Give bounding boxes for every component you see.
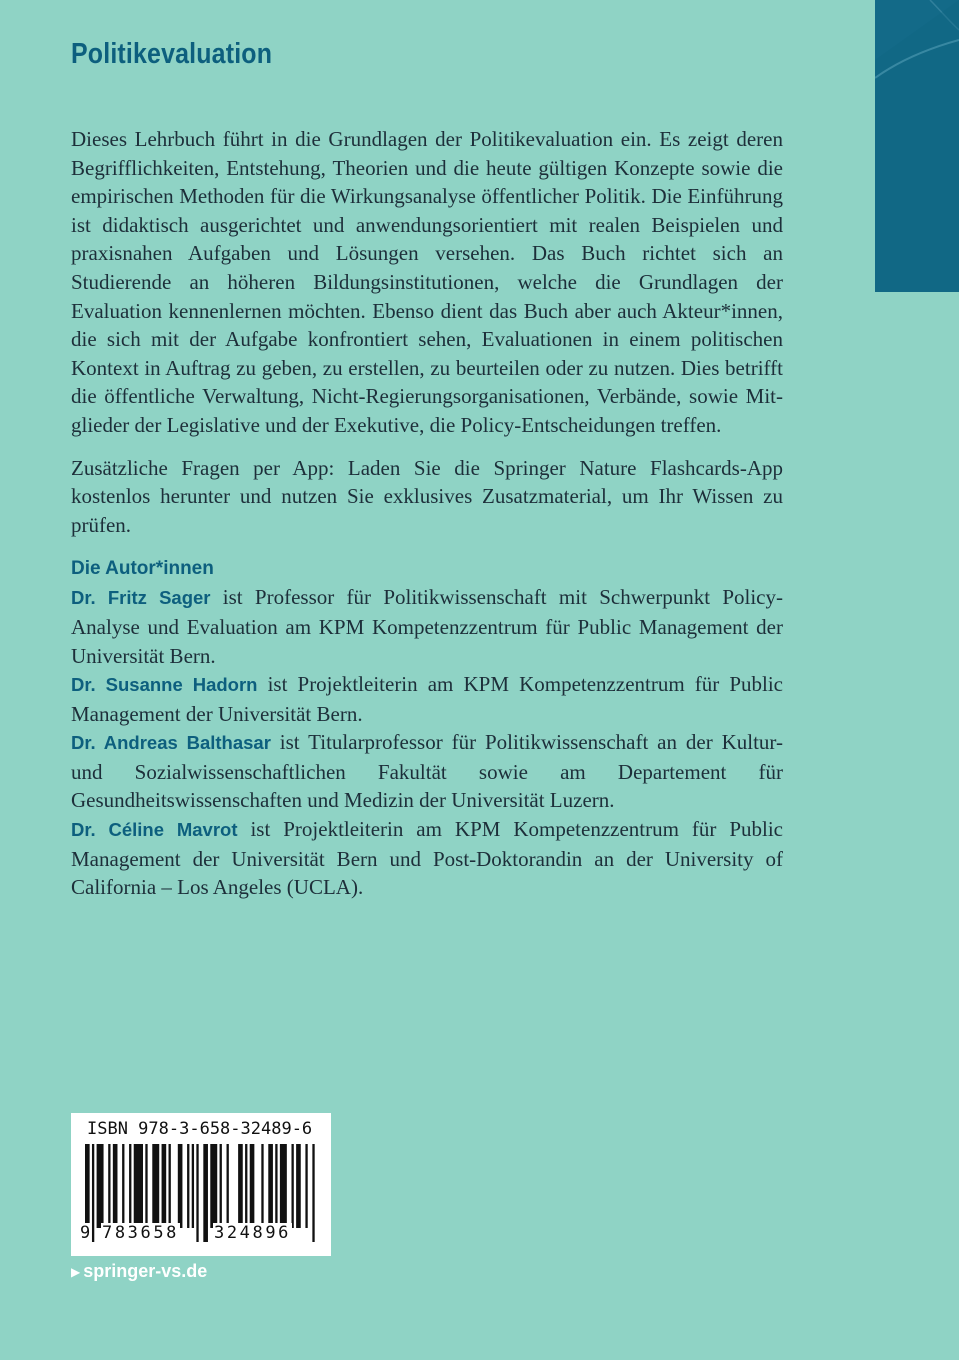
author-name: Dr. Céline Mavrot (71, 819, 238, 841)
description-paragraph: Dieses Lehrbuch führt in die Grundlagen der Politikevaluation ein. Es zeigt deren Begrifflichkeiten, Entstehung, Theorien und die heute gültigen Konzepte sowie die empirischen Methoden für die Wirkungsanalyse öffentlicher Politik. Die Einführung ist didaktisch ausgerichtet und anwendungsorientiert mit realen Beispielen und praxisnahen Aufgaben und Lösungen versehen. Das Buch richtet sich an Studierende an höheren Bildungsinstitutionen, welche die Grundlagen der Evaluation kennenlernen möchten. Ebenso dient das Buch aber auch Akteur*innen, die sich mit der Aufgabe konfrontiert sehen, Evaluationen in einem politischen Kontext in Auftrag zu geben, zu erstellen, zu beurteilen oder zu nutzen. Dies betrifft die öffentliche Verwaltung, Nicht-Regierungsorganisationen, Verbände, sowie Mitglieder der Legislative und der Exekutive, die Policy-Entscheidungen treffen. (71, 127, 783, 437)
barcode-bar (305, 1144, 307, 1228)
barcode-bar (108, 1144, 110, 1228)
barcode-bar (129, 1144, 131, 1228)
author-name: Dr. Fritz Sager (71, 587, 211, 609)
barcode-bar (169, 1144, 171, 1228)
author-name: Dr. Andreas Balthasar (71, 732, 271, 754)
barcode-bar (152, 1144, 159, 1228)
barcode-digits-right: 324896 (214, 1223, 292, 1243)
app-info-paragraph: Zusätzliche Fragen per App: Laden Sie die Springer Nature Flashcards-App kostenlos herunter und nutzen Sie exklusives Zusatzmaterial, um Ihr Wissen zu prüfen. (71, 455, 783, 537)
author-bio: ist Titularprofessor für Politikwissenschaft an der Kultur- und Sozialwissenschaftlichen Fakultät sowie am Departement für Gesundheitswissenschaften und Medizin der Universität Luzern. (71, 730, 783, 813)
barcode-digits-left: 783658 (102, 1223, 180, 1243)
book-title: Politikevaluation (71, 38, 273, 70)
barcode-bar (162, 1144, 167, 1228)
barcode-digits (71, 1223, 331, 1249)
author-bio: ist Professor für Politikwissenschaft mit Schwerpunkt Policy-Analyse und Evaluation am KPM Kompetenzzentrum für Public Management der Universität Bern. (71, 585, 783, 668)
authors-heading: Die Autor*innen (71, 558, 214, 580)
corner-decoration (875, 0, 959, 292)
barcode-bar (275, 1144, 277, 1228)
barcode-bar (192, 1144, 194, 1228)
author-bio: ist Projektleiterin am KPM Kompetenzzentrum für Public Management der Universität Bern und Post-Doktorandin an der University of California – Los Angeles (UCLA). (71, 817, 783, 900)
barcode-bar (210, 1144, 217, 1228)
author-entry (71, 728, 783, 815)
author-entry (71, 583, 783, 670)
barcode-bar (122, 1144, 124, 1228)
author-entry (71, 815, 783, 902)
barcode-bar (261, 1144, 263, 1228)
author-bio: ist Projektleiterin am KPM Kompetenzzentrum für Public Management der Universität Bern. (71, 672, 783, 726)
publisher-website[interactable] (71, 1261, 207, 1282)
author-entry (71, 670, 783, 728)
barcode-bar (268, 1144, 273, 1228)
website-label: springer-vs.de (83, 1261, 208, 1281)
barcode-bar (187, 1144, 189, 1228)
barcode-bar (113, 1144, 118, 1228)
barcode-bar (145, 1144, 147, 1228)
barcode-bar (238, 1144, 243, 1228)
back-cover-text (71, 125, 783, 902)
barcode-bar (97, 1144, 104, 1228)
barcode-bar (296, 1144, 301, 1228)
barcode-bar (250, 1144, 255, 1228)
barcode-bar (134, 1144, 143, 1228)
barcode-bar (220, 1144, 222, 1228)
barcode-bar (280, 1144, 287, 1228)
barcode-bar (178, 1144, 183, 1228)
author-name: Dr. Susanne Hadorn (71, 674, 258, 696)
barcode-bar (227, 1144, 229, 1228)
barcode-bar (291, 1144, 293, 1228)
barcode-bar (245, 1144, 247, 1228)
isbn-barcode (71, 1113, 331, 1256)
isbn-number: ISBN 978-3-658-32489-6 (87, 1119, 313, 1139)
barcode-digit-lead: 9 (80, 1223, 91, 1243)
arrow-right-icon: ▶ (71, 1264, 81, 1279)
